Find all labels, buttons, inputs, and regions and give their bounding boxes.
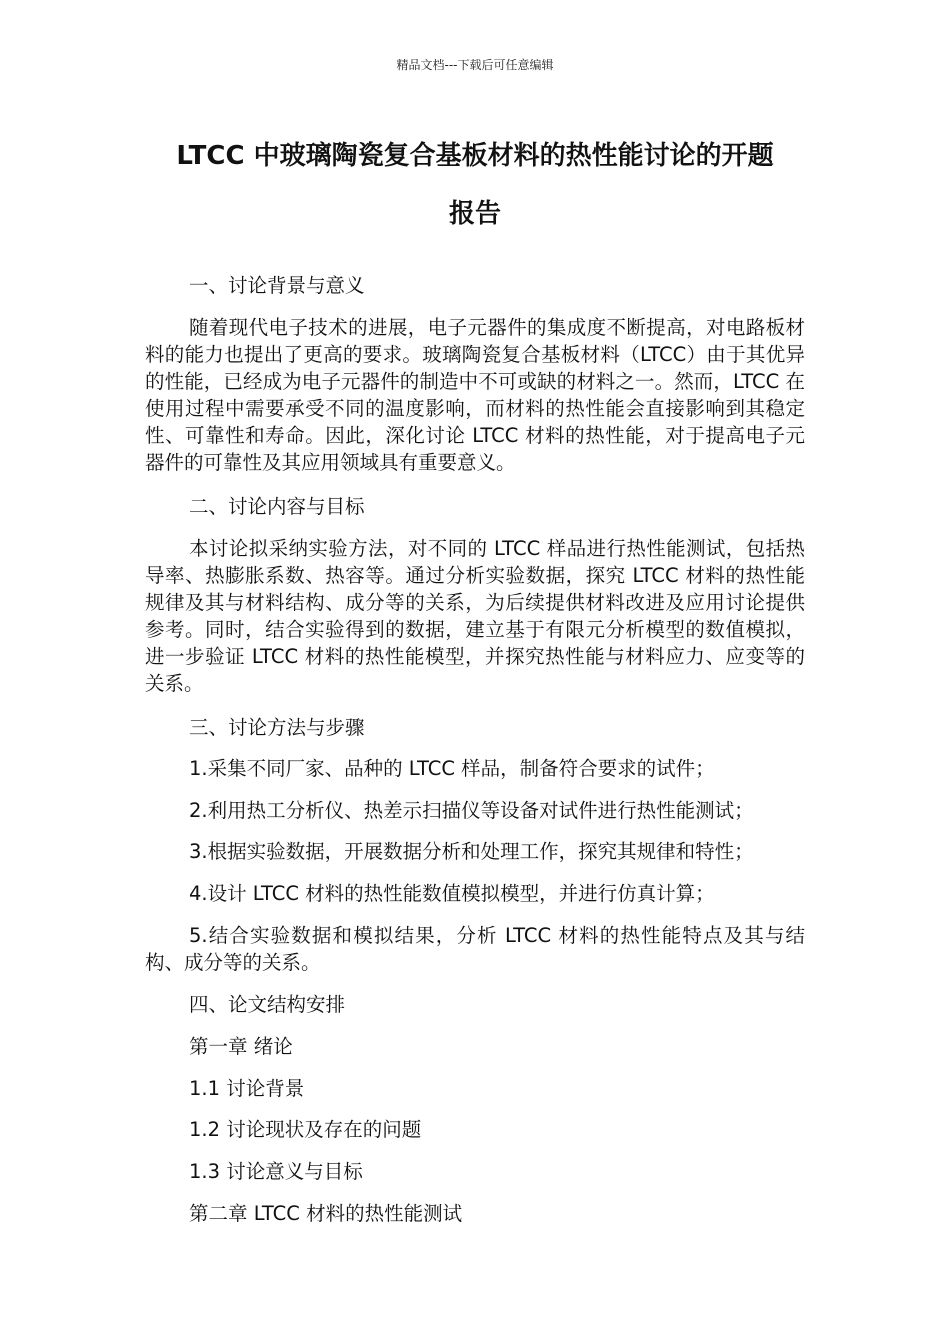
method-step-3: 3.根据实验数据，开展数据分析和处理工作，探究其规律和特性； bbox=[189, 840, 754, 863]
document-title-line-1: LTCC 中玻璃陶瓷复合基板材料的热性能讨论的开题 bbox=[176, 141, 774, 171]
method-step-5: 5.结合实验数据和模拟结果，分析 LTCC 材料的热性能特点及其与结构、成分等的关系。 bbox=[145, 924, 805, 974]
section-heading-background: 一、讨论背景与意义 bbox=[189, 274, 365, 297]
outline-item: 1.2 讨论现状及存在的问题 bbox=[189, 1118, 422, 1141]
method-step-2: 2.利用热工分析仪、热差示扫描仪等设备对试件进行热性能测试； bbox=[189, 799, 754, 822]
outline-item: 1.1 讨论背景 bbox=[189, 1077, 305, 1100]
outline-item: 第一章 绪论 bbox=[189, 1035, 293, 1058]
outline-item: 第二章 LTCC 材料的热性能测试 bbox=[189, 1202, 463, 1225]
method-step-1: 1.采集不同厂家、品种的 LTCC 样品，制备符合要求的试件； bbox=[189, 757, 715, 780]
document-title-line-2: 报告 bbox=[448, 199, 501, 229]
method-step-4: 4.设计 LTCC 材料的热性能数值模拟模型，并进行仿真计算； bbox=[189, 882, 715, 905]
header-note: 精品文档---下载后可任意编辑 bbox=[396, 58, 554, 72]
section-heading-content: 二、讨论内容与目标 bbox=[189, 495, 365, 518]
section-body-content: 本讨论拟采纳实验方法，对不同的 LTCC 样品进行热性能测试，包括热导率、热膨胀系数、热容等。通过分析实验数据，探究 LTCC 材料的热性能规律及其与材料结构、成分等的关系，为后续提供材料改进及应用讨论提供参考。同时，结合实验得到的数据，建立基于有限元分析模型的数值模拟，进一步验证 LTCC 材料的热性能模型，并探究热性能与材料应力、应变等的关系。 bbox=[145, 537, 805, 695]
outline-item: 1.3 讨论意义与目标 bbox=[189, 1160, 363, 1183]
section-heading-structure: 四、论文结构安排 bbox=[189, 993, 346, 1016]
section-heading-method: 三、讨论方法与步骤 bbox=[189, 716, 365, 739]
section-body-background: 随着现代电子技术的进展，电子元器件的集成度不断提高，对电路板材料的能力也提出了更高的要求。玻璃陶瓷复合基板材料（LTCC）由于其优异的性能，已经成为电子元器件的制造中不可或缺的材料之一。然而，LTCC 在使用过程中需要承受不同的温度影响，而材料的热性能会直接影响到其稳定性、可靠性和寿命。因此，深化讨论 LTCC 材料的热性能，对于提高电子元器件的可靠性及其应用领域具有重要意义。 bbox=[145, 316, 805, 474]
